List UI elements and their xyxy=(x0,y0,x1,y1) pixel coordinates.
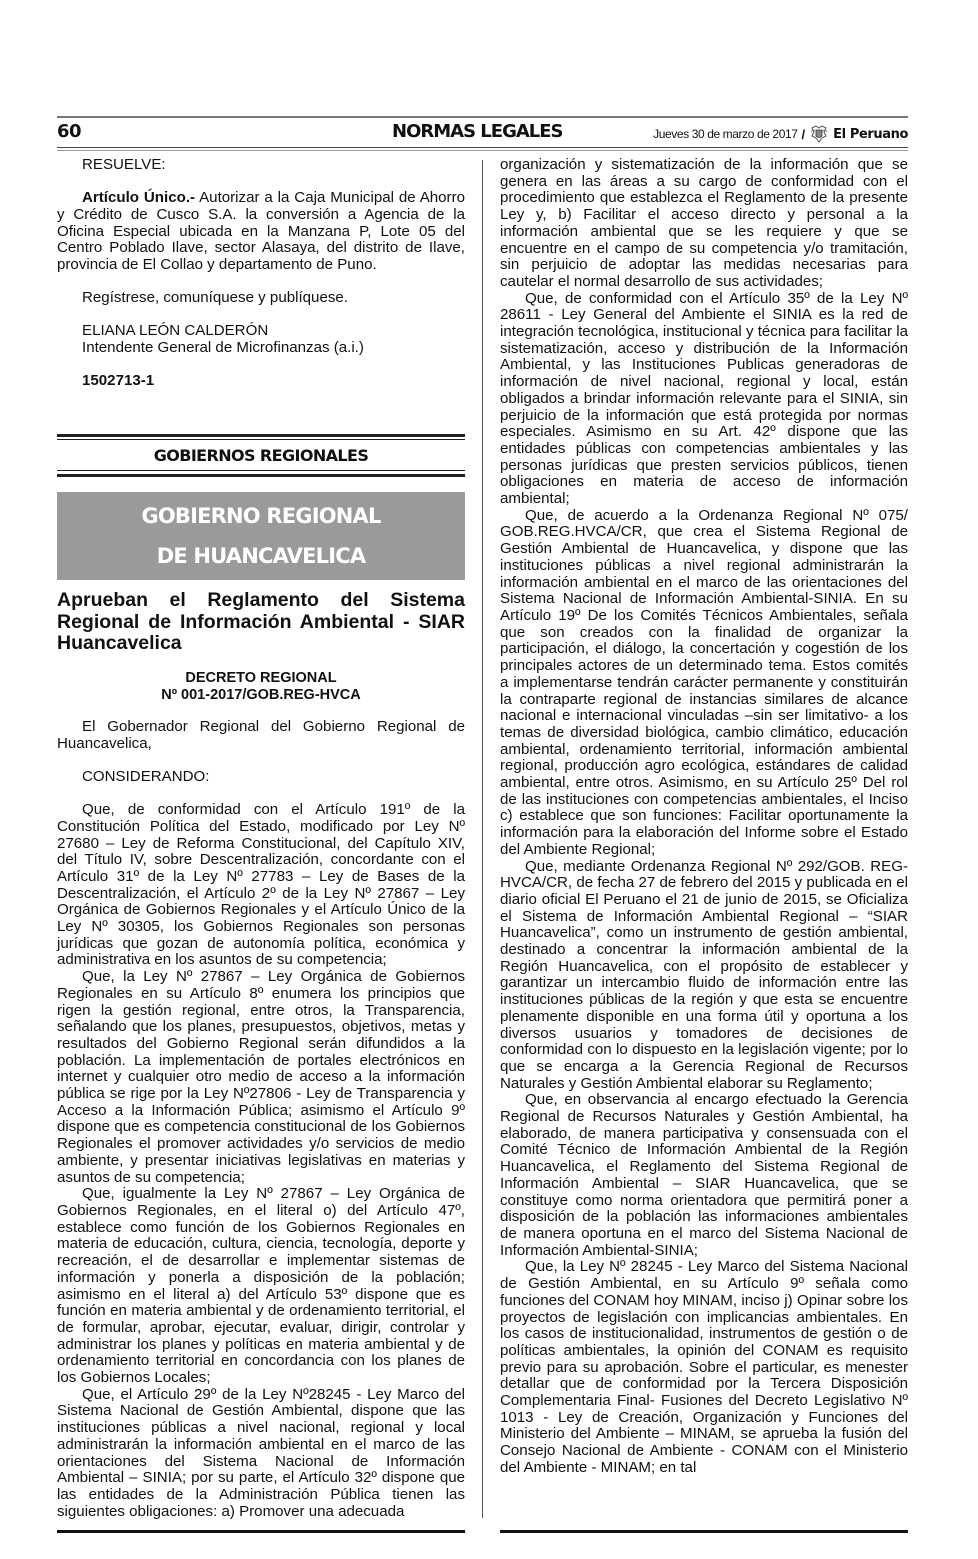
body-paragraph: Que, igualmente la Ley Nº 27867 – Ley Orgánica de Gobiernos Regionales, en el literal o) del Artículo 47º, establece como función de los Gobiernos Regionales en materia de educación, cultura, ciencia, tecnología, deporte y recreación, el de desarrollar e implementar sistemas de información y ponerla a disposición de la población; asimismo en el literal a) del Artículo 53º dispone que es función en materia ambiental y de ordenamiento territorial, el de formular, aprobar, ejecutar, evaluar, dirigir, controlar y administrar los planes y políticas en materia ambiental y de ordenamiento territorial en concordancia con los planes de los Gobiernos Locales; xyxy=(57,1185,465,1387)
page-number: 60 xyxy=(57,121,82,142)
body-paragraph: Que, de conformidad con el Artículo 35º de la Ley Nº 28611 - Ley General del Ambiente el SINIA es la red de integración tecnológica, institucional y técnica para facilitar la sistematización, acceso y distribución de la Información Ambiental, y las Instituciones Publicas generadoras de información de nivel nacional, regional y local, están obligados a brindar información relevante para el SINIA, sin perjuicio de la información que está protegida por normas especiales. Asimismo en su Art. 42º dispone que las entidades públicas con competencias ambientales y las personas jurídicas que presten servicios públicos, tienen obligaciones en materia de acceso de información ambiental; xyxy=(500,289,908,508)
right-column-body xyxy=(500,157,908,1477)
body-paragraph: Que, la Ley Nº 28245 - Ley Marco del Sistema Nacional de Gestión Ambiental, en su Artículo 9º señala como funciones del CONAM hoy MINAM, inciso j) Opinar sobre los proyectos de legislación con implicancias ambientales. En los casos de institucionalidad, instrumentos de gestión o de políticas ambientales, la opinión del CONAM es requisito previo para su aprobación. Sobre el particular, es menester detallar que de conformidad por la Tercera Disposición Complementaria Final- Fusiones del Decreto Legislativo Nº 1013 - Ley de Creación, Organización y Funciones del Ministerio del Ambiente – MINAM, se aprueba la fusión del Consejo Nacional de Ambiente - CONAM con el Ministerio del Ambiente - MINAM; en tal xyxy=(500,1258,908,1476)
header-separator: / xyxy=(801,126,806,142)
body-paragraph: Que, la Ley Nº 27867 – Ley Orgánica de Gobiernos Regionales en su Artículo 8º enumera los principios que rigen la gestión regional, entre otros, la Transparencia, señalando que los planes, presupuestos, objetivos, metas y resultados del Gobierno Regional serán difundidos a la población. La implementación de portales electrónicos en internet y cualquier otro medio de acceso a la información pública se rige por la Ley Nº27806 - Ley de Transparencia y Acceso a la Información Pública; asimismo el Artículo 9º dispone que es competencia constitucional de los Gobiernos Regionales el promover actividades y/o servicios de medio ambiente, y presentar iniciativas legislativas en materias y asuntos de su competencia; xyxy=(57,968,465,1186)
closing-formula: Regístrese, comuníquese y publíquese. xyxy=(82,289,348,307)
signer-name: ELIANA LEÓN CALDERÓN xyxy=(82,322,269,340)
publication-date: Jueves 30 de marzo de 2017 xyxy=(653,127,798,141)
article-headline: Aprueban el Reglamento del Sistema Regional de Información Ambiental - SIAR Huancavelica xyxy=(57,589,465,654)
section-name: NORMAS LEGALES xyxy=(392,121,563,142)
column-divider xyxy=(482,160,483,1518)
institution-banner xyxy=(57,492,465,580)
coat-of-arms-icon xyxy=(809,124,829,144)
header-bottom-rule xyxy=(57,147,908,148)
publication-name: El Peruano xyxy=(833,126,908,142)
document-code: 1502713-1 xyxy=(82,372,155,390)
section-rule xyxy=(57,474,465,477)
footer-rule-right xyxy=(500,1530,908,1533)
decree-number: Nº 001-2017/GOB.REG-HVCA xyxy=(161,687,361,703)
footer-rule-left xyxy=(57,1530,465,1533)
section-rule xyxy=(57,434,465,437)
body-paragraph: Que, de conformidad con el Artículo 191º de la Constitución Política del Estado, modificado por Ley Nº 27680 – Ley de Reforma Constitucional, del Capítulo XIV, del Título IV, sobre Descentralización, concordante con el Artículo 31º de la Ley Nº 27783 – Ley de Bases de la Descentralización, el Artículo 2º de la Ley Nº 27867 – Ley Orgánica de Gobiernos Regionales y el Artículo Único de la Ley Nº 30305, los Gobiernos Regionales son personas jurídicas que gozan de autonomía política, económica y administrativa en los asuntos de su competencia; xyxy=(57,801,465,969)
page-header xyxy=(57,121,908,145)
article-text: Autorizar a la Caja Municipal de Ahorro y Crédito de Cusco S.A. la conversión a Agencia de la Oficina Especial ubicada en la Manzana P, Lote 05 del Centro Poblado Ilave, sector Alasaya, del distrito de Ilave, provincia de El Collao y departamento de Puno. xyxy=(57,189,465,274)
body-paragraph: Que, mediante Ordenanza Regional Nº 292/GOB. REG-HVCA/CR, de fecha 27 de febrero del 2015 y publicada en el diario oficial El Peruano el 21 de junio de 2015, se Oficializa el Sistema de Información Ambiental Regional – “SIAR Huancavelica”, como un instrumento de gestión ambiental, destinado a concentrar la información ambiental de la Región Huancavelica, con el propósito de establecer y garantizar un intercambio fluido de información entre las instituciones públicas de la región y que esta se encuentre plenamente disponible en una forma útil y oportuna a los diversos usuarios y tomadores de decisiones de conformidad con lo dispuesto en la legislación vigente; por lo que se encarga a la Gerencia Regional de Recursos Naturales y Gestión Ambiental elaborar su Reglamento; xyxy=(500,857,908,1092)
section-title: GOBIERNOS REGIONALES xyxy=(153,446,369,465)
considerando-label: CONSIDERANDO: xyxy=(82,767,210,785)
continuation-paragraph: organización y sistematización de la información que se genera en las áreas a su cargo de conformidad con el procedimiento que establezca el Reglamento de la presente Ley y, b) Facilitar el acceso directo y personal a la información ambiental que se les requiere y que se encuentre en el campo de su competencia y/o tramitación, sin perjuicio de adoptar las medidas necesarias para cautelar el normal desarrollo de sus actividades; xyxy=(500,156,908,290)
section-rule xyxy=(57,470,465,471)
left-column-body xyxy=(57,719,465,1520)
signer-title: Intendente General de Microfinanzas (a.i.) xyxy=(82,339,364,357)
article-label: Artículo Único.- xyxy=(82,189,196,207)
resuelve-label: RESUELVE: xyxy=(82,156,166,173)
decree-type: DECRETO REGIONAL xyxy=(185,670,337,686)
banner-line-1: GOBIERNO REGIONAL xyxy=(141,504,381,528)
banner-line-2: DE HUANCAVELICA xyxy=(156,544,366,568)
header-publication-info xyxy=(653,124,908,144)
body-paragraph: Que, en observancia al encargo efectuado la Gerencia Regional de Recursos Naturales y Gestión Ambiental, ha elaborado, de manera participativa y consensuada con el Comité Técnico de Información Ambiental de la Región Huancavelica, el Reglamento del Sistema Regional de Información Ambiental – SIAR Huancavelica, que se constituye como norma orientadora que permitirá poner a disposición de la población las informaciones ambientales de manera oportuna en el marco del Sistema Nacional de Información Ambiental-SINIA; xyxy=(500,1091,908,1259)
header-bottom-rule-thin xyxy=(57,150,908,151)
body-paragraph: Que, el Artículo 29º de la Ley Nº28245 - Ley Marco del Sistema Nacional de Gestión Ambiental, dispone que las instituciones públicas a nivel nacional, regional y local administrarán la información ambiental en el marco de las orientaciones del Sistema Nacional de Información Ambiental – SINIA; por su parte, el Artículo 32º dispone que las entidades de la Administración Pública tienen las siguientes obligaciones: a) Promover una adecuada xyxy=(57,1385,465,1520)
body-paragraph: Que, de acuerdo a la Ordenanza Regional Nº 075/ GOB.REG.HVCA/CR, que crea el Sistema Regional de Gestión Ambiental de Huancavelica, y dispone que las instituciones públicas a nivel regional administrarán la información ambiental en el marco de las orientaciones del Sistema Nacional de Información Ambiental-SINIA. En su Artículo 19º De los Comités Técnicos Ambientales, señala que son creados con la finalidad de organizar la participación, el diálogo, la concertación y cogestión de los principales actores de un determinado tema. Estos comités a implementarse tendrán carácter permanente y constituirán la contraparte regional de instancias similares de alcance nacional e internacional vinculadas –sin ser limitativo- a los temas de diversidad biológica, cambio climático, educación ambiental, ordenamiento territorial, información ambiental regional, producción agro ecológica, estándares de calidad ambiental, entre otros. Asimismo, en su Artículo 25º Del rol de las instituciones con competencias ambientales, el Inciso c) establece que son funciones: Facilitar oportunamente la información para la elaboración del Informe sobre el Estado del Ambiente Regional; xyxy=(500,506,908,858)
header-top-rule xyxy=(57,116,908,118)
article-paragraph xyxy=(57,190,465,274)
section-rule xyxy=(57,439,465,440)
intro-paragraph: El Gobernador Regional del Gobierno Regional de Huancavelica, xyxy=(57,718,465,752)
decree-heading xyxy=(57,670,465,704)
left-column-top xyxy=(57,157,465,390)
